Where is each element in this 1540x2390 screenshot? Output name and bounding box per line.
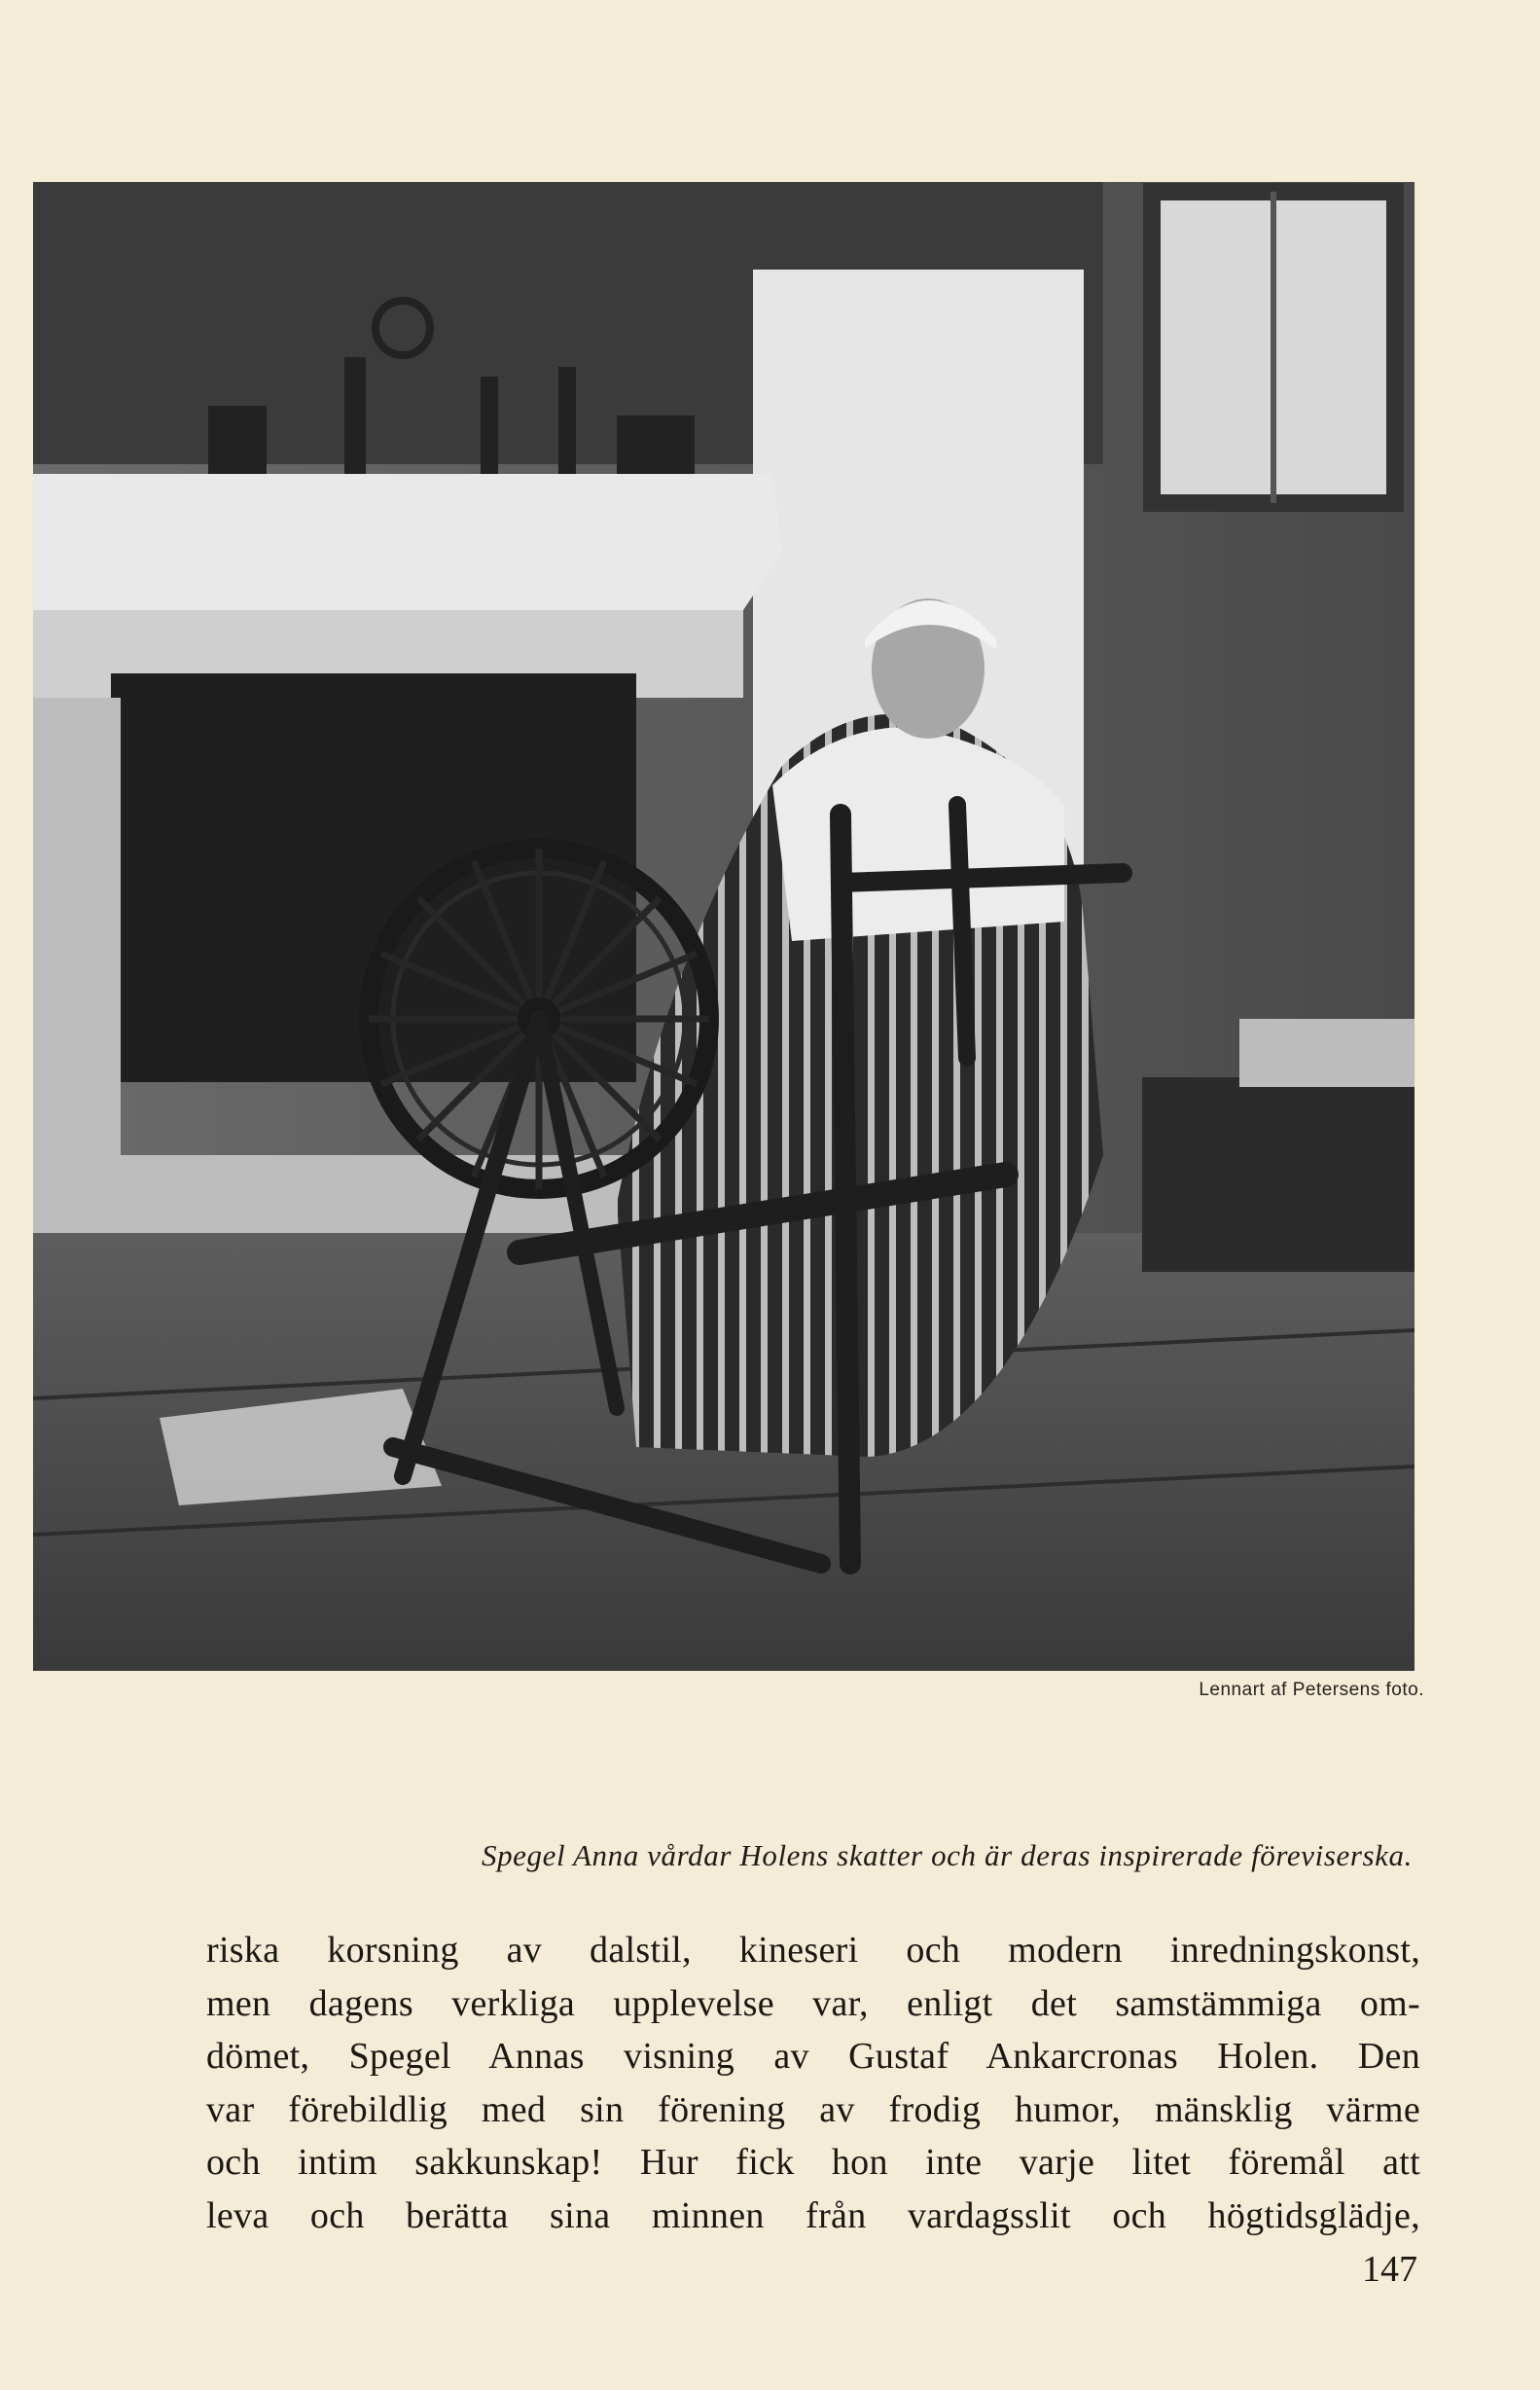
body-line: och intim sakkunskap! Hur fick hon inte varje litet föremål att [206, 2142, 1420, 2183]
body-line: riska korsning av dalstil, kineseri och modern inredningskonst, [206, 1930, 1420, 1971]
page-number: 147 [1362, 2249, 1417, 2290]
body-line: men dagens verkliga upplevelse var, enligt det samstämmiga om- [206, 1982, 1420, 2024]
spinning-wheel-photo-illustration [33, 182, 1415, 1671]
body-paragraph [206, 1924, 1420, 2242]
body-line: leva och berätta sina minnen från vardagsslit och högtidsglädje, [206, 2194, 1420, 2236]
photograph [33, 182, 1415, 1671]
body-line: var förebildlig med sin förening av frodig humor, mänsklig värme [206, 2088, 1420, 2130]
photo-caption: Spegel Anna vårdar Holens skatter och är deras inspirerade föreviserska. [481, 1838, 1413, 1872]
photo-credit: Lennart af Petersens foto. [1199, 1680, 1424, 1700]
body-line: dömet, Spegel Annas visning av Gustaf Ankarcronas Holen. Den [206, 2036, 1420, 2077]
